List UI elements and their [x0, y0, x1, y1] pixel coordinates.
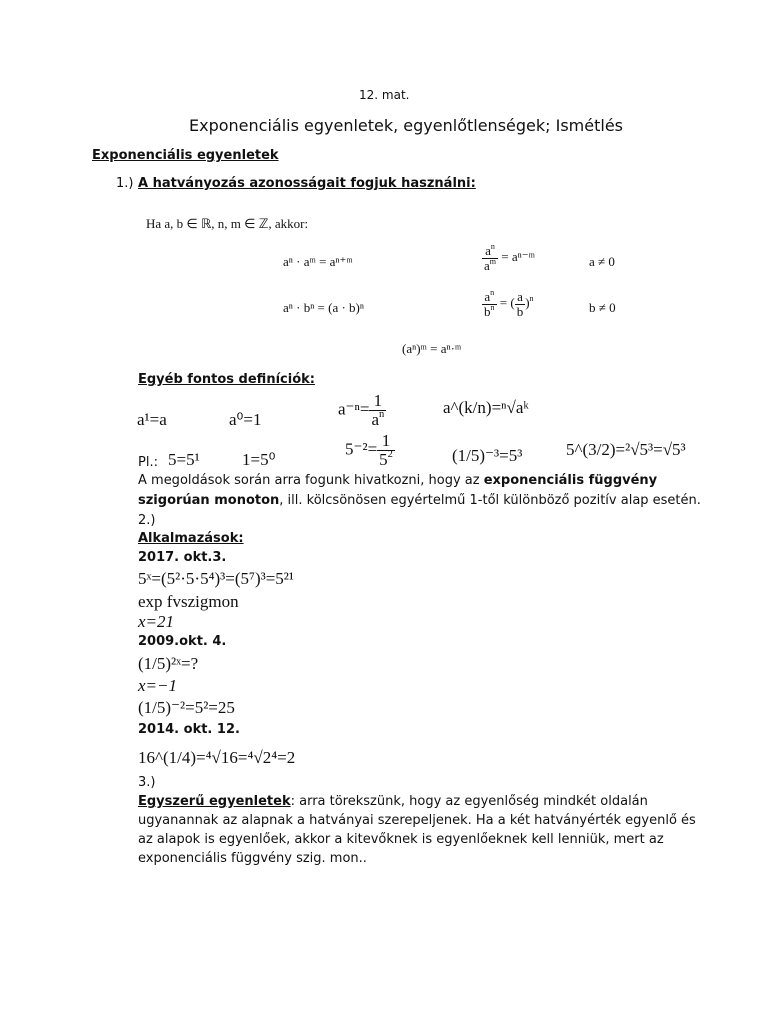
paragraph-1-pre: A megoldások során arra fogunk hivatkozni, hogy az [138, 473, 484, 488]
def-fractional-exponent: a^(k/n)=ⁿ√aᵏ [443, 398, 529, 417]
condition-a: a ≠ 0 [589, 254, 615, 269]
def-a-to-0: a⁰=1 [229, 410, 262, 429]
paragraph-1-bold-1: exponenciális függvény [483, 473, 658, 488]
def-negative-exponent-lhs: a⁻ⁿ= [338, 399, 370, 419]
item-3-heading: Egyszerű egyenletek [138, 794, 291, 809]
example-1-line-3: x=21 [138, 612, 175, 631]
item-3-text-1: : arra törekszünk, hogy az egyenlőség mindkét oldalán [290, 794, 648, 809]
example-1-line-1: 5ˣ=(5²·5·5⁴)³=(5⁷)³=5²¹ [138, 569, 294, 588]
section-heading: Exponenciális egyenletek [92, 148, 279, 163]
example-3-line-1: 16^(1/4)=⁴√16=⁴√2⁴=2 [138, 748, 296, 767]
identity-power-product: aⁿ · bⁿ = (a · b)ⁿ [283, 300, 364, 315]
example-1-line-2: exp fvszigmon [138, 592, 239, 611]
item-3-line-1 [138, 794, 648, 809]
item-3-line-3: az alapok is egyenlőek, akkor a kitevőknek is egyenlőeknek kell lenniük, mert az [138, 832, 664, 847]
item-3-line-2: ugyanannak az alapnak a hatványai szerepeljenek. Ha a két hatványérték egyenlő és [138, 813, 696, 828]
item-3-number: 3.) [138, 775, 156, 790]
example-negative: 5⁻²= $\frac{1}{5^2}$ [345, 431, 393, 469]
example-5: 5=5¹ [168, 450, 200, 469]
example-fractional: 5^(3/2)=²√5³=√5³ [566, 440, 686, 459]
item-2-heading: Alkalmazások: [138, 531, 244, 546]
identity-quotient: $\frac{a^n}{a^m}$ = aⁿ⁻ᵐ [484, 241, 535, 273]
class-label: 12. mat. [359, 88, 410, 102]
item-1-number: 1.) [116, 176, 134, 191]
example-2-line-2: x=−1 [138, 676, 177, 695]
def-a-to-1: a¹=a [137, 410, 167, 429]
identity-product: aⁿ · aᵐ = aⁿ⁺ᵐ [283, 254, 353, 269]
paragraph-1-line-2 [138, 493, 701, 508]
example-negative-lhs: 5⁻²= [345, 439, 378, 459]
example-reciprocal: (1/5)⁻³=5³ [452, 446, 523, 465]
item-1-heading: A hatványozás azonosságait fogjuk használni: [138, 176, 476, 191]
paragraph-1-post: , ill. kölcsönösen egyértelmű 1-től különböző pozitív alap esetén. [279, 493, 701, 508]
example-3-date: 2014. okt. 12. [138, 722, 240, 737]
identity-power-of-power: (aⁿ)ᵐ = aⁿ·ᵐ [402, 341, 462, 356]
page-title: Exponenciális egyenletek, egyenlőtlenségek; Ismétlés [189, 116, 623, 135]
def-negative-exponent: a⁻ⁿ= $\frac{1}{a^n}$ [338, 391, 385, 429]
example-2-date: 2009.okt. 4. [138, 634, 227, 649]
item-2-number: 2.) [138, 513, 156, 528]
item-3-line-4: exponenciális függvény szig. mon.. [138, 851, 367, 866]
definitions-heading: Egyéb fontos definíciók: [138, 372, 315, 387]
example-label: Pl.: [138, 455, 158, 470]
paragraph-1-line-1 [138, 473, 657, 488]
identity-quotient-rhs: = aⁿ⁻ᵐ [501, 249, 535, 265]
condition-b: b ≠ 0 [589, 300, 616, 315]
example-1: 1=5⁰ [242, 450, 276, 469]
example-1-date: 2017. okt.3. [138, 550, 227, 565]
example-2-line-3: (1/5)⁻²=5²=25 [138, 698, 235, 717]
example-2-line-1: (1/5)²ˣ=? [138, 654, 199, 673]
paragraph-1-bold-2: szigorúan monoton [138, 493, 280, 508]
identities-intro: Ha a, b ∈ ℝ, n, m ∈ ℤ, akkor: [146, 216, 309, 231]
identity-power-quotient: $\frac{a^n}{b^n}$ = ( $\frac{a}{b}$ )$^n$ [484, 287, 534, 319]
